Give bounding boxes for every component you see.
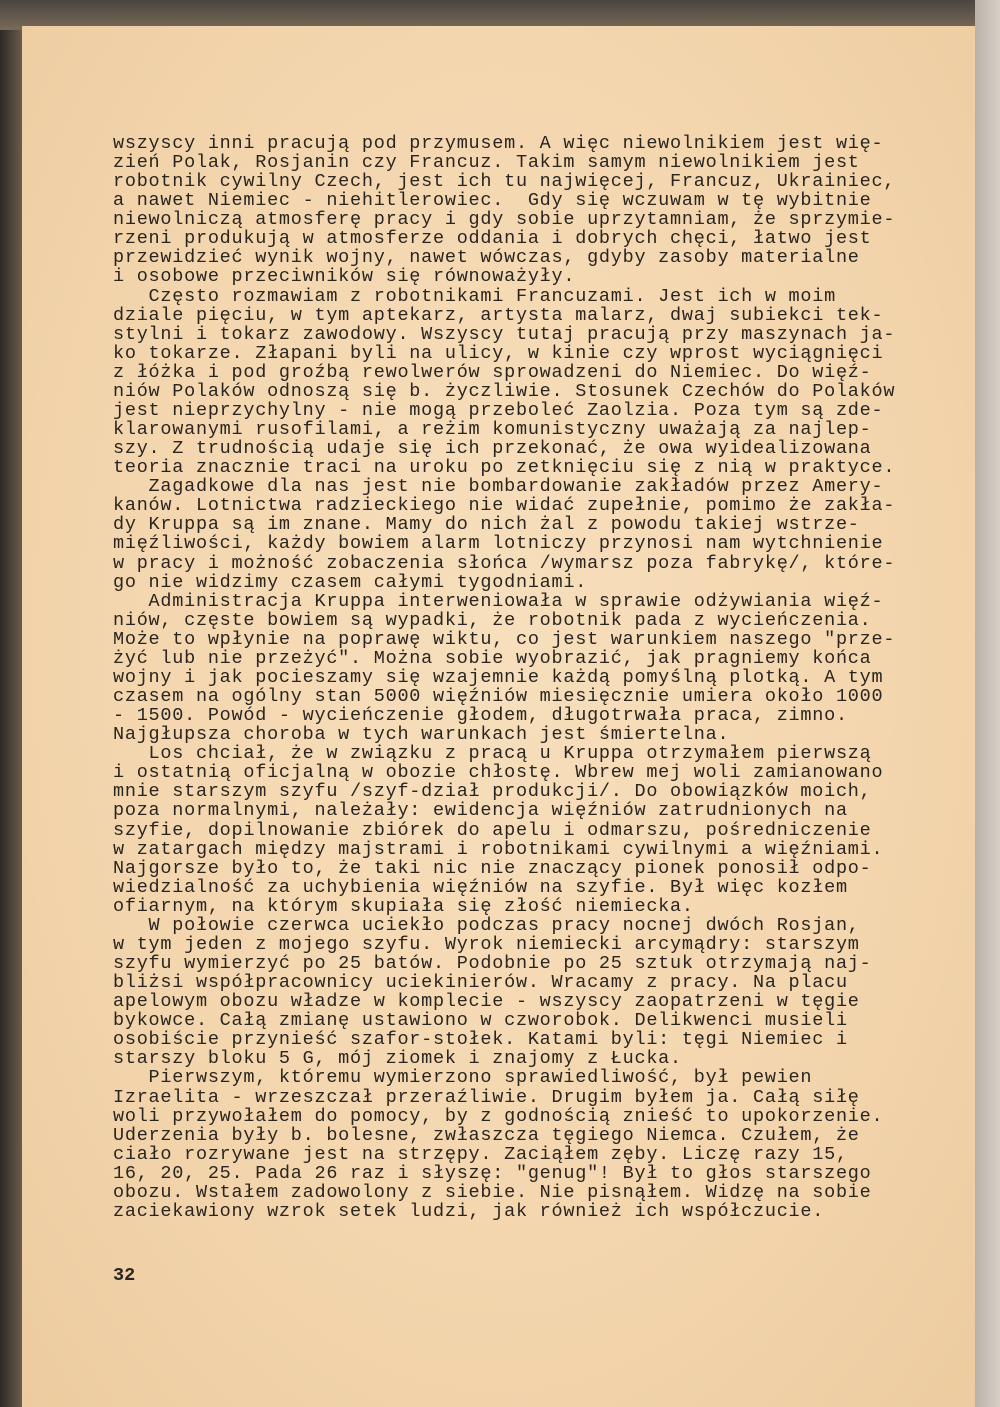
text-line: ko tokarze. Złapani byli na ulicy, w kinie czy wprost wyciągnięci — [113, 342, 884, 364]
text-line: poza normalnymi, należały: ewidencja więźniów zatrudnionych na — [113, 800, 848, 822]
text-line: - 1500. Powód - wycieńczenie głodem, długotrwała praca, zimno. — [113, 705, 848, 727]
text-line: apelowym obozu władze w komplecie - wszyscy zaopatrzeni w tęgie — [113, 991, 860, 1013]
text-line: klarowanymi rusofilami, a reżim komunistyczny uważają za najlep- — [113, 419, 872, 441]
text-line: a nawet Niemiec - niehitlerowiec. Gdy się wczuwam w tę wybitnie — [113, 190, 872, 212]
text-line: przewidzieć wynik wojny, nawet wówczas, gdyby zasoby materialne — [113, 247, 860, 269]
text-line: dy Kruppa są im znane. Mamy do nich żal z powodu takiej wstrze- — [113, 514, 860, 536]
text-line: woli przywołałem do pomocy, by z godnością znieść to upokorzenie. — [113, 1105, 884, 1127]
text-line: bykowce. Całą zmianę ustawiono w czworobok. Delikwenci musieli — [113, 1010, 848, 1032]
text-line: teoria znacznie traci na uroku po zetknięciu się z nią w praktyce. — [113, 457, 896, 479]
text-line: jest nieprzychylny - nie mogą przeboleć Zaolzia. Poza tym są zde- — [113, 399, 884, 421]
text-line: Administracja Kruppa interweniowała w sprawie odżywiania więź- — [113, 590, 884, 612]
text-line: ofiarnym, na którym skupiała się złość niemiecka. — [113, 895, 694, 917]
text-line: rzeni produkują w atmosferze oddania i dobrych chęci, łatwo jest — [113, 228, 872, 250]
text-line: niewolniczą atmosferę pracy i gdy sobie uprzytamniam, że sprzymie- — [113, 209, 896, 231]
text-line: Izraelita - wrzeszczał przeraźliwie. Drugim byłem ja. Całą siłę — [113, 1086, 860, 1108]
text-line: Może to wpłynie na poprawę wiktu, co jest warunkiem naszego "prze- — [113, 628, 896, 650]
text-line: wiedzialność za uchybienia więźniów na szyfie. Był więc kozłem — [113, 876, 848, 898]
text-line: i ostatnią oficjalną w obozie chłostę. Wbrew mej woli zamianowano — [113, 762, 884, 784]
text-line: niów, częste bowiem są wypadki, że robotnik pada z wycieńczenia. — [113, 609, 872, 631]
text-line: osobiście przynieść szafor-stołek. Katami byli: tęgi Niemiec i — [113, 1029, 848, 1051]
text-line: szyfie, dopilnowanie zbiórek do apelu i odmarszu, pośredniczenie — [113, 819, 872, 841]
text-line: obozu. Wstałem zadowolony z siebie. Nie pisnąłem. Widzę na sobie — [113, 1181, 872, 1203]
text-line: ciało rozrywane jest na strzępy. Zaciąłem zęby. Liczę razy 15, — [113, 1143, 848, 1165]
text-line: zień Polak, Rosjanin czy Francuz. Takim samym niewolnikiem jest — [113, 152, 860, 174]
text-line: bliżsi współpracownicy uciekinierów. Wracamy z pracy. Na placu — [113, 972, 848, 994]
scan-right-edge — [975, 0, 1000, 1407]
text-line: Często rozmawiam z robotnikami Francuzami. Jest ich w moim — [113, 285, 836, 307]
text-line: wszyscy inni pracują pod przymusem. A więc niewolnikiem jest wię- — [113, 133, 884, 154]
text-line: Najgłupsza choroba w tych warunkach jest śmiertelna. — [113, 724, 730, 746]
text-line: niów Polaków odnoszą się b. życzliwie. Stosunek Czechów do Polaków — [113, 380, 896, 402]
text-line: Zagadkowe dla nas jest nie bombardowanie zakładów przez Amery- — [113, 476, 884, 498]
text-line: Najgorsze było to, że taki nic nie znaczący pionek ponosił odpo- — [113, 857, 872, 879]
text-line: szy. Z trudnością udaje się ich przekonać, że owa wyidealizowana — [113, 438, 872, 460]
text-line: z łóżka i pod groźbą rewolwerów sprowadzeni do Niemiec. Do więź- — [113, 361, 872, 383]
text-line: żyć lub nie przeżyć". Można sobie wyobrazić, jak pragniemy końca — [113, 647, 872, 669]
text-line: czasem na ogólny stan 5000 więźniów miesięcznie umiera około 1000 — [113, 686, 884, 708]
text-line: 16, 20, 25. Pada 26 raz i słyszę: "genug"! Był to głos starszego — [113, 1162, 872, 1184]
text-line: robotnik cywilny Czech, jest ich tu najwięcej, Francuz, Ukrainiec, — [113, 171, 896, 193]
text-line: w zatargach między majstrami i robotnikami cywilnymi a więźniami. — [113, 838, 884, 860]
text-line: i osobowe przeciwników się równoważyły. — [113, 266, 576, 288]
text-line: Los chciał, że w związku z pracą u Kruppa otrzymałem pierwszą — [113, 743, 872, 765]
text-line: stylni i tokarz zawodowy. Wszyscy tutaj pracują przy maszynach ja- — [113, 323, 896, 345]
scan-left-edge — [0, 0, 22, 1407]
text-line: dziale pięciu, w tym aptekarz, artysta malarz, dwaj subiekci tek- — [113, 304, 884, 326]
text-line: Uderzenia były b. bolesne, zwłaszcza tęgiego Niemca. Czułem, że — [113, 1124, 860, 1146]
page-number: 32 — [113, 1265, 136, 1286]
text-line: kanów. Lotnictwa radzieckiego nie widać zupełnie, pomimo że zakła- — [113, 495, 896, 517]
text-line: mnie starszym szyfu /szyf-dział produkcji/. Do obowiązków moich, — [113, 781, 872, 803]
text-line: W połowie czerwca uciekło podczas pracy nocnej dwóch Rosjan, — [113, 914, 860, 936]
text-line: Pierwszym, któremu wymierzono sprawiedliwość, był pewien — [113, 1067, 813, 1089]
text-line: w tym jeden z mojego szyfu. Wyrok niemiecki arcymądry: starszym — [113, 933, 860, 955]
text-line: szyfu wymierzyć po 25 batów. Podobnie po 25 sztuk otrzymają naj- — [113, 953, 872, 974]
text-line: starszy bloku 5 G, mój ziomek i znajomy z Łucka. — [113, 1048, 682, 1070]
text-line: w pracy i możność zobaczenia słońca /wymarsz poza fabrykę/, które- — [113, 552, 896, 574]
text-line: go nie widzimy czasem całymi tygodniami. — [113, 571, 588, 593]
text-line: wojny i jak pocieszamy się wzajemnie każdą pomyślną plotką. A tym — [113, 666, 884, 688]
text-line: mięźliwości, każdy bowiem alarm lotniczy przynosi nam wytchnienie — [113, 533, 884, 555]
text-line: zaciekawiony wzrok setek ludzi, jak również ich współczucie. — [113, 1200, 825, 1222]
